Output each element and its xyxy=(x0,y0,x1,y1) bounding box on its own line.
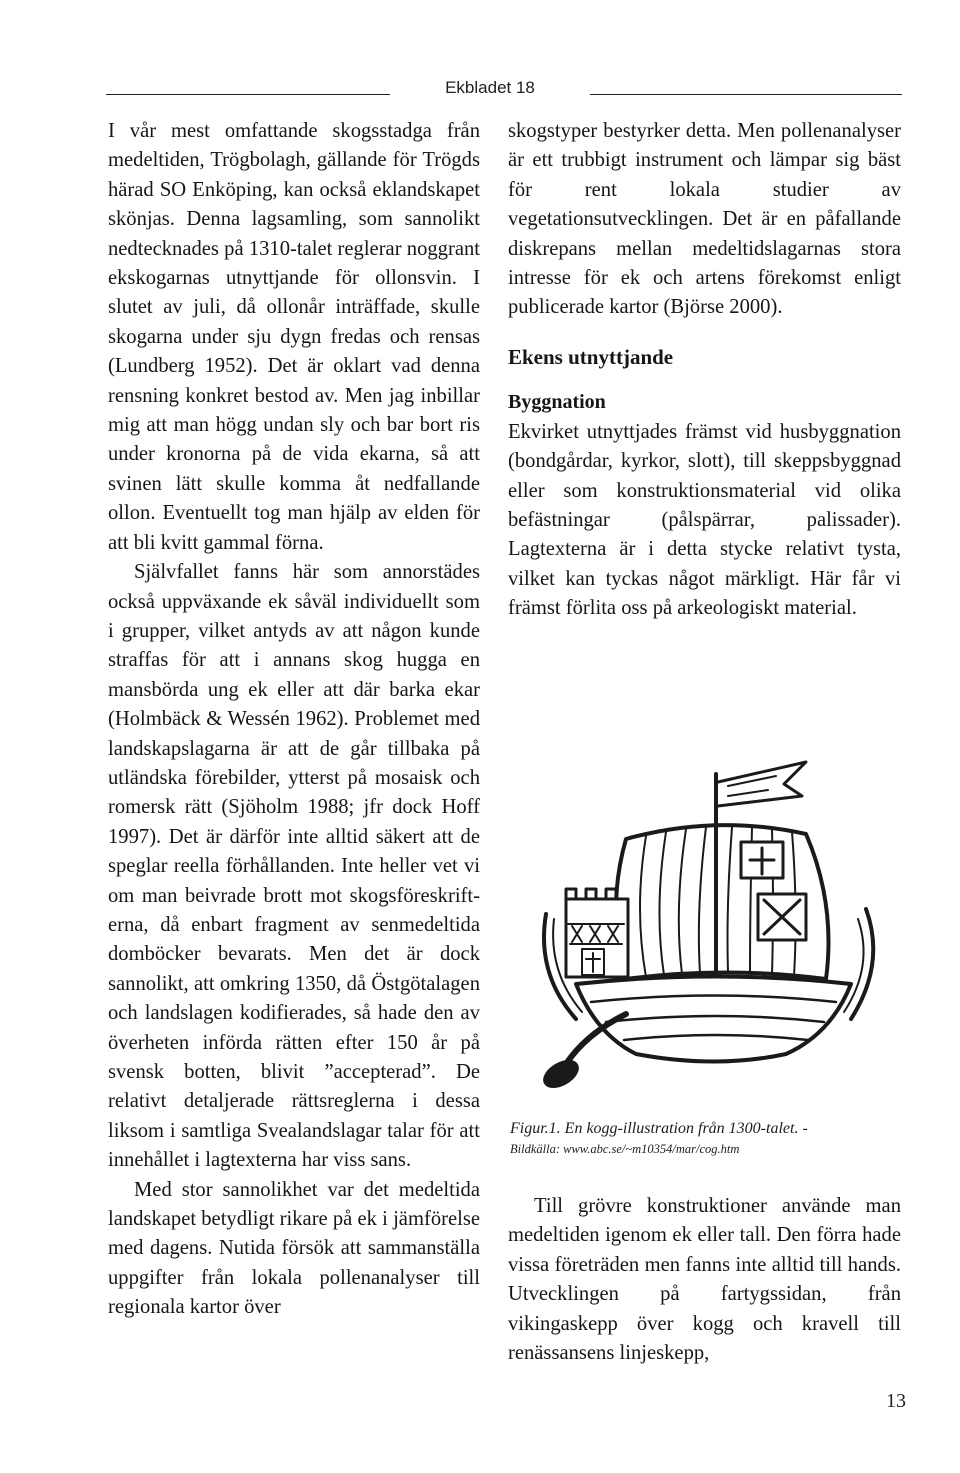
figure-caption-text: Figur.1. En kogg-illustration från 1300-talet. - xyxy=(510,1120,808,1137)
cog-ship-illustration xyxy=(506,734,906,1110)
left-column xyxy=(108,117,480,1323)
figure-caption xyxy=(510,1118,905,1158)
right-paragraph-2: Ekvirket utnyttjades främst vid husbyggnation (bondgårdar, kyrkor, slott), till skeppsbyggnad eller som konstruktionsmaterial vid olika befästningar (pålspärrar, palissader). Lagtexterna är i detta stycke relativt tysta, vilket kan tyckas något märkligt. Här får vi främst förlita oss på arkeologiskt material. xyxy=(508,420,901,620)
subsection-heading: Byggnation xyxy=(508,390,606,413)
figure-source: Bildkälla: www.abc.se/~m10354/mar/cog.htm xyxy=(510,1142,740,1156)
left-paragraph-1: I vår mest omfattande skogsstadga från medeltiden, Trögbolagh, gällande för Trögds härad SO Enköping, kan också eklandskapet skönjas. Denna lagsamling, som sannolikt nedtecknades på 1310-talet reglerar noggrant ekskogarnas utnyttjande för ollonsvin. I slutet av juli, då ollonår inträffade, skulle skogarna under sju dygn fredas och rensas (Lundberg 1952). Det är oklart vad denna rensning konkret bestod av. Men jag inbillar mig att man högg undan sly och bar bort ris under kronorna på de vida ekarna, så att svinen lätt skulle komma åt nedfallande ollon. Eventuellt tog man hjälp av elden för att bli kvitt gammal förna. xyxy=(108,120,480,554)
page-number: 13 xyxy=(886,1390,906,1412)
header-rule-left xyxy=(106,94,390,95)
running-head xyxy=(0,78,960,108)
right-column xyxy=(508,117,901,624)
running-head-title: Ekbladet 18 xyxy=(445,78,535,97)
cog-ship-drawing xyxy=(506,734,906,1110)
header-rule-right xyxy=(590,94,902,95)
right-column-lower xyxy=(508,1192,901,1368)
section-heading: Ekens utnyttjande xyxy=(508,344,674,369)
left-paragraph-3: Med stor sannolikhet var det medeltida landskapet betydligt rikare på ek i jämförelse med dagens. Nutida försök att sammanställa uppgifter från lokala pollenanalyser till regionala kartor över xyxy=(108,1178,480,1319)
left-paragraph-2: Självfallet fanns här som annorstädes också uppväxande ek såväl individuellt som i grupper, vilket antyds av att någon kunde straffas för att i annans skog hugga en mansbörda ung ek eller att där barka ekar (Holmbäck & Wessén 1962). Problemet med landskapslagarna är att de går tillbaka på utländska förebilder, ytterst på mosaisk och romersk rätt (Sjöholm 1988; jfr dock Hoff 1997). Det är därför inte alltid säkert att de speglar reella förhållanden. Inte heller vet vi om man beivrade brott mot skogsföreskrifterna, då enbart fragment av senmedeltida domböcker bevarats. Men det är dock sannolikt, att omkring 1350, då Östgötalagen och landslagen kodifierades, så hade den av överheten införda rätten efter 150 år på svensk botten, blivit ”accepterad”. De relativt detaljerade rättsreglerna i dessa liksom i samtliga Svealandslagar talar för att innehållet i lagtexterna har viss sans. xyxy=(108,561,480,1172)
right-paragraph-1: skogstyper bestyrker detta. Men pollenanalyser är ett trubbigt instrument och lämpar sig bäst för rent lokala studier av vegetationsutvecklingen. Det är en påfallande diskrepans mellan medeltidslagarnas stora intresse för ek och artens förekomst enligt publicerade kartor (Björse 2000). xyxy=(508,120,901,319)
right-paragraph-3: Till grövre konstruktioner använde man medeltiden igenom ek eller tall. Den förra hade vissa företräden men fanns inte alltid till hands. Utvecklingen på fartygssidan, från vikingaskepp över kogg och kravell till renässansens linjeskepp, xyxy=(508,1195,901,1365)
